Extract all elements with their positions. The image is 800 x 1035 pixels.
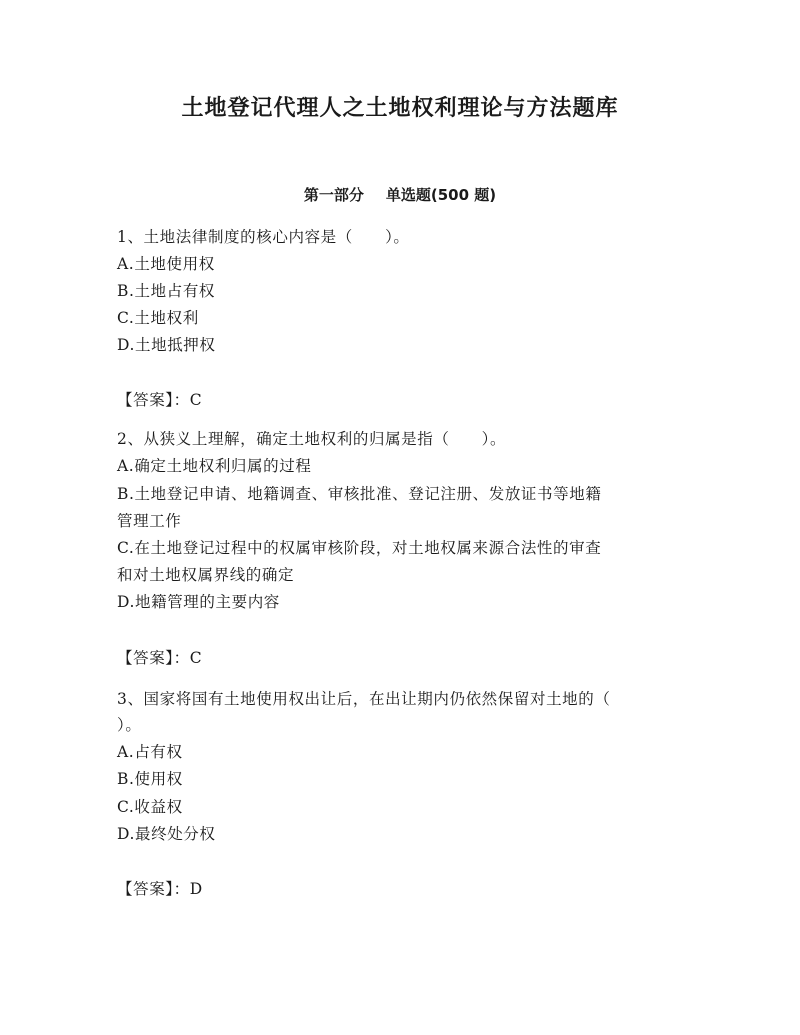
question-3-answer: 【答案】：D: [117, 880, 203, 898]
question-2-option-b-continued: 管理工作: [117, 512, 182, 530]
question-2-option-a: A.确定土地权利归属的过程: [117, 457, 312, 475]
question-3-option-d: D.最终处分权: [117, 825, 216, 843]
question-1-answer: 【答案】：C: [117, 391, 203, 409]
section-type-label: 单选题(500 题): [385, 186, 497, 204]
section-title: [0, 183, 800, 207]
question-2-option-b: B.土地登记申请、地籍调查、审核批准、登记注册、发放证书等地籍: [117, 485, 602, 503]
question-2-stem: 2、从狭义上理解，确定土地权利的归属是指（ ）。: [117, 430, 507, 448]
question-1-option-b: B.土地占有权: [117, 282, 216, 300]
question-2-answer: 【答案】：C: [117, 649, 203, 667]
question-3-option-c: C.收益权: [117, 798, 183, 816]
question-1-option-c: C.土地权利: [117, 309, 199, 327]
question-1-stem: 1、土地法律制度的核心内容是（ ）。: [117, 228, 410, 246]
question-3-option-b: B.使用权: [117, 770, 183, 788]
question-2-option-c-continued: 和对土地权属界线的确定: [117, 566, 295, 584]
question-1-option-d: D.土地抵押权: [117, 336, 216, 354]
document-title: 土地登记代理人之土地权利理论与方法题库: [181, 95, 619, 121]
question-3-stem-continued: ）。: [117, 716, 142, 734]
question-2-option-c: C.在土地登记过程中的权属审核阶段，对土地权属来源合法性的审查: [117, 539, 602, 557]
question-3-option-a: A.占有权: [117, 743, 183, 761]
section-part-label: 第一部分: [303, 186, 364, 204]
question-1-option-a: A.土地使用权: [117, 255, 215, 273]
question-2-option-d: D.地籍管理的主要内容: [117, 593, 280, 611]
question-3-stem: 3、国家将国有土地使用权出让后，在出让期内仍依然保留对土地的（: [117, 690, 611, 708]
